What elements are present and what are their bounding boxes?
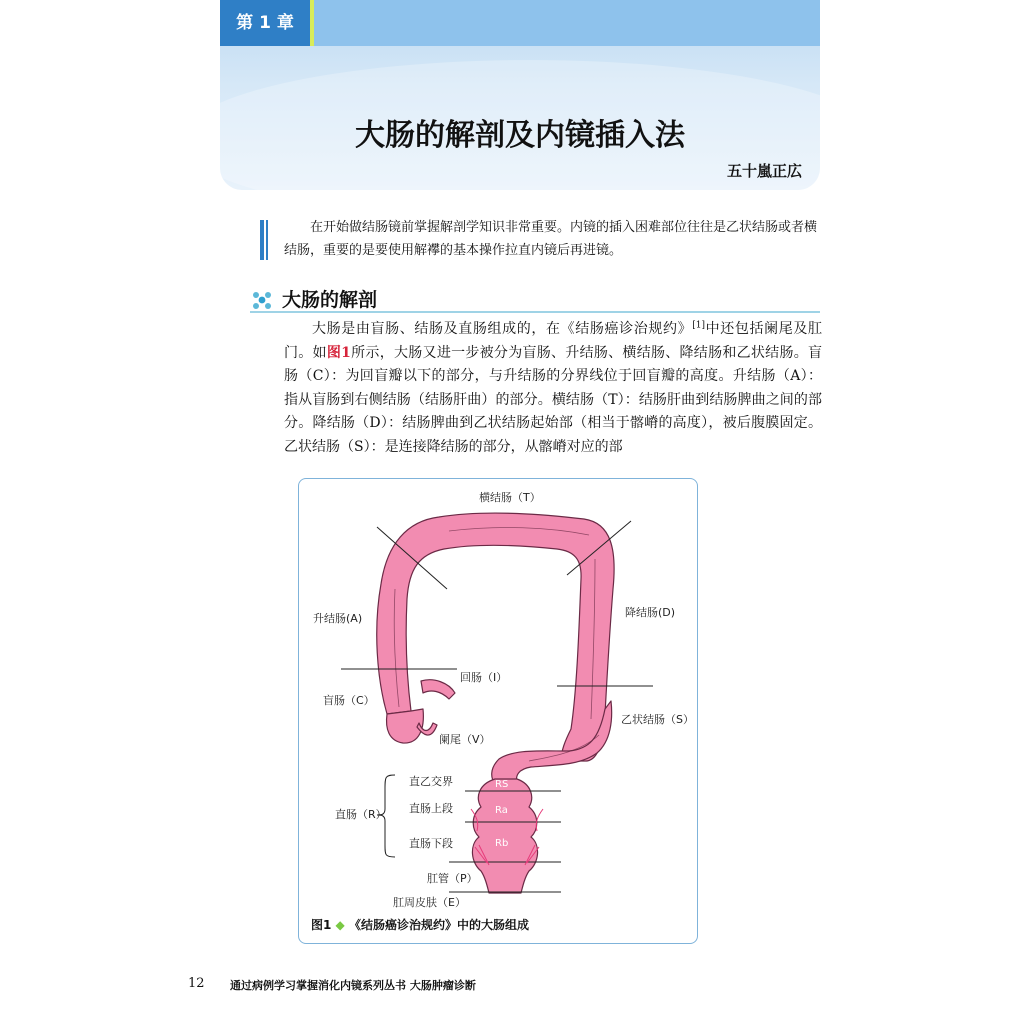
rectum <box>472 779 537 893</box>
page-number: 12 <box>188 976 205 991</box>
label-rectosigmoid: 直乙交界 <box>409 775 453 788</box>
colon-shape <box>377 513 614 893</box>
label-descending: 降结肠(D) <box>625 606 676 619</box>
label-ra: Ra <box>495 805 508 816</box>
molecule-icon <box>250 290 274 310</box>
haustra-lines <box>394 528 599 761</box>
caption-number: 图1 <box>311 918 332 932</box>
series-title: 通过病例学习掌握消化内镜系列丛书 大肠肿瘤诊断 <box>230 979 476 992</box>
intro-marker <box>260 220 264 260</box>
chapter-banner <box>220 0 820 190</box>
intro-paragraph: 在开始做结肠镜前掌握解剖学知识非常重要。内镜的插入困难部位往往是乙状结肠或者横结肠，重要的是要使用解襻的基本操作拉直内镜后再进镜。 <box>284 220 818 258</box>
body-text-part: 大肠是由盲肠、结肠及直肠组成的，在《结肠癌诊治规约》 <box>312 321 693 337</box>
figure-caption <box>311 916 529 933</box>
label-lower-rectum: 直肠下段 <box>409 837 453 850</box>
label-rb: Rb <box>495 838 509 849</box>
chapter-tab-accent <box>310 0 314 46</box>
label-sigmoid: 乙状结肠（S） <box>621 713 694 726</box>
label-cecum: 盲肠（C） <box>323 694 375 707</box>
label-upper-rectum: 直肠上段 <box>409 802 453 815</box>
section-title: 大肠的解剖 <box>282 289 378 311</box>
label-transverse: 横结肠（T） <box>479 491 541 504</box>
body-text-part: 中还包括阑尾及肛门。如 <box>284 321 822 361</box>
body-text-part: 所示，大肠又进一步被分为盲肠、升结肠、横结肠、降结肠和乙状结肠。盲肠（C）：为回盲瓣以下的部分，与升结肠的分界线位于回盲瓣的高度。升结肠（A）：指从盲肠到右侧结肠（结肠肝曲）的部分。横结肠（T）：结肠肝曲到结肠脾曲之间的部分。降结肠（D）：结肠脾曲到乙状结肠起始部（相当于髂嵴的高度），被后腹膜固定。乙状结肠（S）：是连接降结肠的部分，从髂嵴对应的部 <box>284 344 823 455</box>
colon-diagram <box>299 479 697 943</box>
intro-marker-thin <box>266 220 268 260</box>
figure-1 <box>298 478 698 944</box>
chapter-label: 第 1 章 <box>220 0 310 46</box>
author-name: 五十嵐正広 <box>726 162 802 180</box>
body-paragraph <box>284 318 822 459</box>
figure-reference-link[interactable]: 图1 <box>326 344 351 361</box>
caption-text: 《结肠癌诊治规约》中的大肠组成 <box>348 918 529 932</box>
citation-ref: [1] <box>692 320 705 331</box>
diamond-icon: ◆ <box>335 918 345 932</box>
label-perianal-skin: 肛周皮肤（E） <box>393 896 466 909</box>
label-ascending: 升结肠(A) <box>313 612 363 625</box>
label-anal-canal: 肛管（P） <box>427 872 478 885</box>
ileum <box>421 680 455 699</box>
label-appendix: 阑尾（V） <box>439 733 491 746</box>
label-rectum: 直肠（R） <box>335 808 387 821</box>
label-ileum: 回肠（I） <box>460 671 508 684</box>
section-underline <box>250 311 820 313</box>
chapter-title: 大肠的解剖及内镜插入法 <box>355 118 685 153</box>
label-rs: RS <box>495 779 509 790</box>
